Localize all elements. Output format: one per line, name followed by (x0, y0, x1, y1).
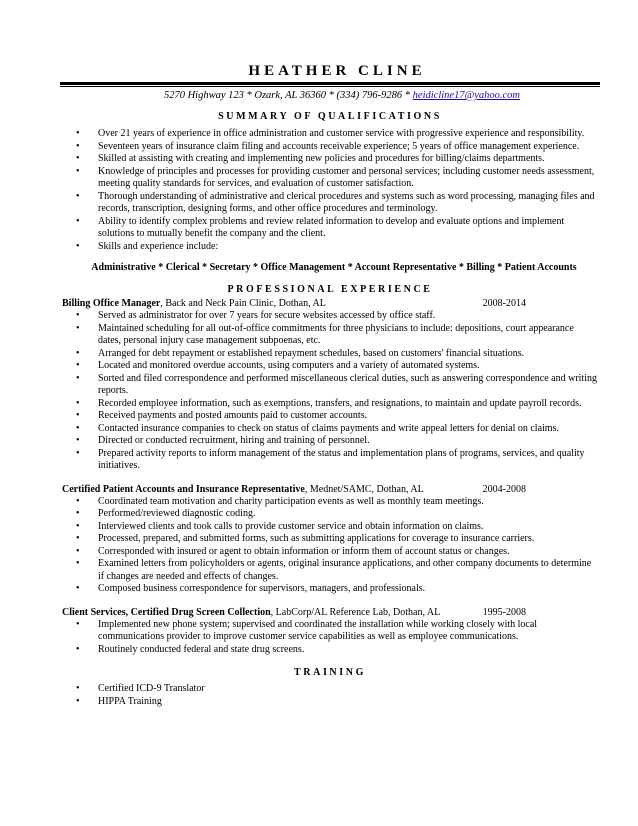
list-item: • Composed business correspondence for supervisors, managers, and professionals. (98, 583, 598, 596)
contact-line (62, 89, 598, 103)
job-employer: , Mednet/SAMC, Dothan, AL (304, 483, 424, 495)
list-item: • Over 21 years of experience in office administration and customer service with progressive experience and responsibility. (98, 128, 598, 141)
job-header (62, 297, 598, 310)
contact-details: 5270 Highway 123 * Ozark, AL 36360 * (334) 796-9286 * (163, 90, 413, 101)
list-item: • Skills and experience include: (98, 241, 598, 254)
list-item: • Received payments and posted amounts paid to customer accounts. (98, 410, 598, 423)
list-item: • Corresponded with insured or agent to obtain information or inform them of account status or changes. (98, 546, 598, 559)
list-item: • Maintained scheduling for all out-of-office commitments for three physicians to include: depositions, court appearance dates, personal injury case management subpoenas, etc. (98, 323, 598, 348)
list-item: • Recorded employee information, such as exemptions, transfers, and resignations, to maintain and update payroll records. (98, 398, 598, 411)
job-duties-list (62, 310, 598, 473)
list-item: • Sorted and filed correspondence and performed miscellaneous clerical duties, such as answering correspondence and writing reports. (98, 373, 598, 398)
header-rule-thin (60, 86, 600, 87)
job-header (62, 606, 598, 619)
qualifications-heading: SUMMARY OF QUALIFICATIONS (218, 111, 442, 122)
job-title: Client Services, Certified Drug Screen Collection (62, 606, 271, 618)
job-title: Certified Patient Accounts and Insurance Representative (62, 483, 305, 495)
list-item: • Thorough understanding of administrative and clerical procedures and systems such as word processing, managing files and records, transcription, designing forms, and other office procedures and terminology. (98, 191, 598, 216)
training-list (62, 683, 598, 708)
list-item: • Skilled at assisting with creating and implementing new policies and procedures for billing/claims departments. (98, 153, 598, 166)
list-item: • Arranged for debt repayment or established repayment schedules, based on customers' financial situations. (98, 348, 598, 361)
list-item: • Coordinated team motivation and charity participation events as well as monthly team meetings. (98, 496, 598, 509)
job-duties-list (62, 619, 598, 657)
list-item: • Performed/reviewed diagnostic coding. (98, 508, 598, 521)
list-item: • Interviewed clients and took calls to provide customer service and obtain information on claims. (98, 521, 598, 534)
applicant-name: HEATHER CLINE (248, 63, 426, 79)
job-dates: 1995-2008 (482, 606, 526, 618)
list-item: • Processed, prepared, and submitted forms, such as submitting applications for coverage to insurance carriers. (98, 533, 598, 546)
list-item: • Seventeen years of insurance claim filing and accounts receivable experience; 5 years of office management experience. (98, 141, 598, 154)
job-duties-list (62, 496, 598, 596)
list-item: • Routinely conducted federal and state drug screens. (98, 644, 598, 657)
list-item: • Directed or conducted recruitment, hiring and training of personnel. (98, 435, 598, 448)
job-title: Billing Office Manager (62, 298, 161, 309)
qualifications-list (62, 128, 598, 253)
list-item: • Implemented new phone system; supervised and coordinated the installation while working closely with local communications provider to improve customer service capabilities as well as employee communications. (98, 619, 598, 644)
list-item: • Served as administrator for over 7 years for secure websites accessed by office staff. (98, 310, 598, 323)
job-dates: 2008-2014 (482, 298, 526, 309)
list-item: • HIPPA Training (98, 696, 598, 709)
skills-line: Administrative * Clerical * Secretary * Office Management * Account Representative * Billing * Patient Accounts (91, 262, 577, 273)
email-link[interactable]: heidicline17@yahoo.com (412, 90, 521, 101)
list-item: • Knowledge of principles and processes for providing customer and personal services; including customer needs assessment, meeting quality standards for services, and evaluation of customer satisfaction. (98, 166, 598, 191)
job-employer: , Back and Neck Pain Clinic, Dothan, AL (160, 298, 326, 309)
job-dates: 2004-2008 (482, 483, 526, 495)
list-item: • Prepared activity reports to inform management of the status and implementation plans of programs, services, and quality initiatives. (98, 448, 598, 473)
header-rule-thick (60, 82, 600, 85)
experience-heading: PROFESSIONAL EXPERIENCE (227, 284, 433, 295)
job-employer: , LabCorp/AL Reference Lab, Dothan, AL (270, 606, 441, 618)
list-item: • Examined letters from policyholders or agents, original insurance applications, and other company documents to determine if changes are needed and effects of changes. (98, 558, 598, 583)
list-item: • Contacted insurance companies to check on status of claims payments and write appeal letters for denial on claims. (98, 423, 598, 436)
list-item: • Ability to identify complex problems and review related information to develop and evaluate options and implement solutions to mutually benefit the company and the client. (98, 216, 598, 241)
list-item: • Certified ICD-9 Translator (98, 683, 598, 696)
list-item: • Located and monitored overdue accounts, using computers and a variety of automated systems. (98, 360, 598, 373)
training-heading: TRAINING (294, 667, 366, 678)
job-header (62, 483, 598, 496)
